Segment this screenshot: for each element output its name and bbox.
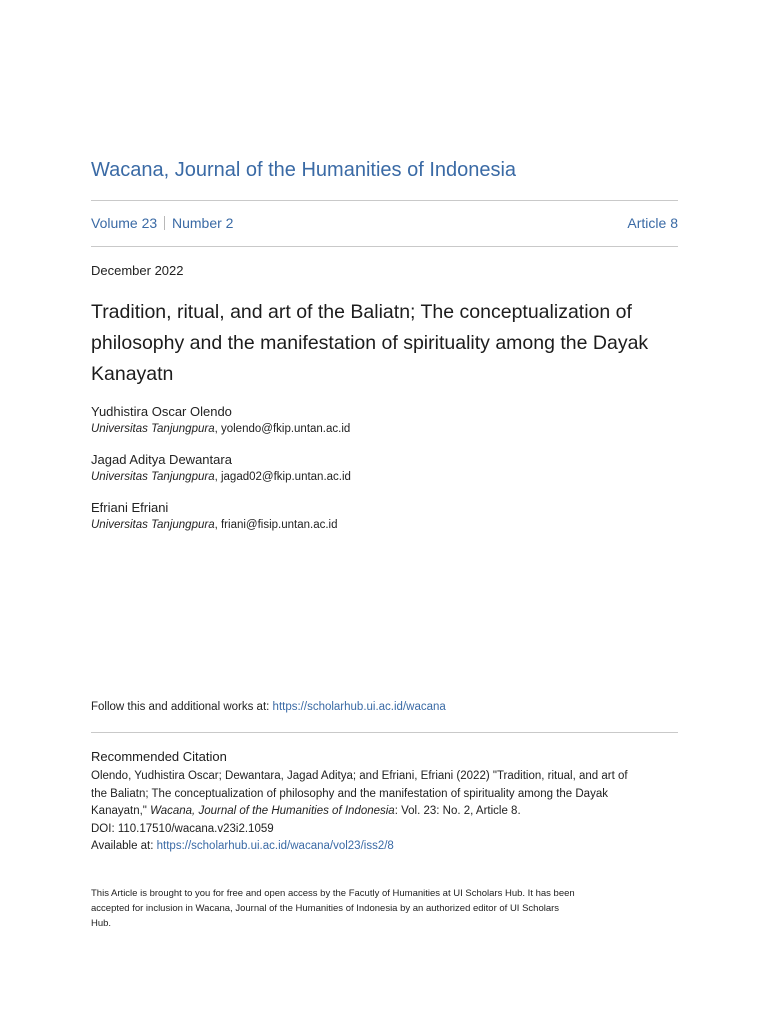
author-institution: Universitas Tanjungpura: [91, 423, 215, 435]
author-affiliation: [91, 421, 681, 437]
author-name: Efriani Efriani: [91, 500, 169, 515]
citation-doi: DOI: 110.17510/wacana.v23i2.1059: [91, 822, 274, 835]
recommended-citation-heading: Recommended Citation: [91, 749, 227, 764]
journal-title-link[interactable]: Wacana, Journal of the Humanities of Indonesia: [91, 159, 517, 181]
issue-bar: [91, 212, 678, 234]
citation-available: [91, 838, 681, 856]
citation-line: the Baliatn; The conceptualization of philosophy and the manifestation of spirituality among the Dayak: [91, 787, 608, 800]
author-block: [91, 403, 681, 437]
author-email: , friani@fisip.untan.ac.id: [214, 519, 338, 531]
article-title: Tradition, ritual, and art of the Baliatn; The conceptualization of philosophy and the manifestation of spirituality among the Dayak Kanayatn: [91, 301, 649, 385]
follow-works: [91, 699, 681, 715]
author-institution: Universitas Tanjungpura: [91, 471, 215, 483]
access-note-line: Hub.: [91, 918, 112, 929]
volume-link[interactable]: Volume 23: [91, 215, 158, 231]
author-affiliation: [91, 469, 681, 485]
author-name: Yudhistira Oscar Olendo: [91, 404, 232, 419]
number-link[interactable]: Number 2: [172, 215, 234, 231]
publication-date: December 2022: [91, 263, 184, 278]
available-label: Available at:: [91, 840, 157, 852]
follow-label: Follow this and additional works at:: [91, 701, 273, 713]
citation-journal: Wacana, Journal of the Humanities of Indonesia: [150, 805, 395, 817]
author-institution: Universitas Tanjungpura: [91, 519, 215, 531]
author-block: [91, 451, 681, 485]
author-name: Jagad Aditya Dewantara: [91, 452, 232, 467]
available-link[interactable]: https://scholarhub.ui.ac.id/wacana/vol23/iss2/8: [156, 840, 394, 852]
divider: [91, 200, 678, 201]
access-note-line: This Article is brought to you for free and open access by the Facutly of Humanities at UI Scholars Hub. It has been: [91, 888, 575, 899]
author-affiliation: [91, 517, 681, 533]
divider: [91, 246, 678, 247]
citation-line: Olendo, Yudhistira Oscar; Dewantara, Jagad Aditya; and Efriani, Efriani (2022) "Tradition, ritual, and art of: [91, 770, 628, 782]
citation-text: [91, 768, 681, 856]
author-block: [91, 499, 681, 533]
divider: [91, 732, 678, 733]
collection-link[interactable]: https://scholarhub.ui.ac.id/wacana: [272, 701, 446, 713]
author-email: , yolendo@fkip.untan.ac.id: [214, 423, 351, 435]
separator: [164, 216, 165, 230]
article-link[interactable]: Article 8: [627, 215, 678, 231]
access-note-line: accepted for inclusion in Wacana, Journal of the Humanities of Indonesia by an authorized editor of UI Scholars: [91, 903, 560, 914]
author-email: , jagad02@fkip.untan.ac.id: [214, 471, 351, 483]
citation-line: [91, 803, 681, 821]
access-note: [91, 886, 681, 931]
citation-segment: : Vol. 23: No. 2, Article 8.: [394, 805, 521, 817]
citation-segment: Kanayatn,": [91, 805, 151, 817]
